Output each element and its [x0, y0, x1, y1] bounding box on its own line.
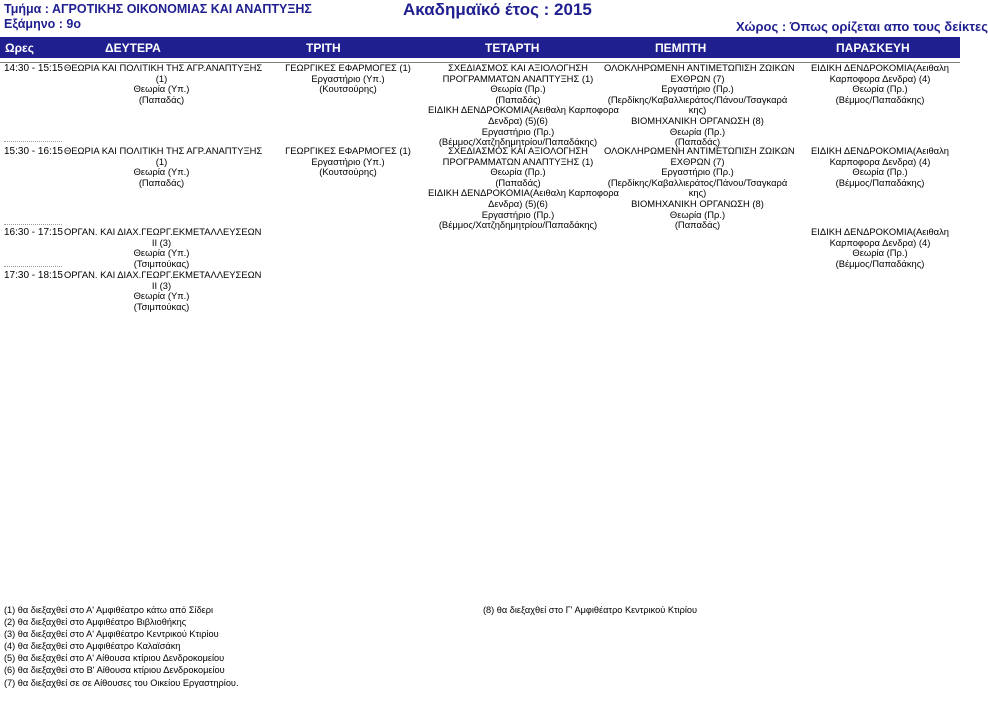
- department-title: Τμήμα : ΑΓΡΟΤΙΚΗΣ ΟΙΚΟΝΟΜΙΑΣ ΚΑΙ ΑΝΑΠΤΥΞΗΣ: [4, 2, 312, 16]
- course-line: (Βέμμος/Παπαδάκης): [835, 257, 925, 269]
- course-line: Θεωρία (Πρ.): [669, 125, 726, 137]
- course-line: ΟΛΟΚΛΗΡΩΜΕΝΗ ΑΝΤΙΜΕΤΩΠΙΣΗ ΖΩΙΚΩΝ: [604, 145, 795, 156]
- course-line: ΙΙ (3): [151, 236, 172, 248]
- footnote: (4) θα διεξαχθεί στο Αμφιθέατρο Καλαϊσάκη: [4, 641, 181, 652]
- course-line: Εργαστήριο (Υπ.): [311, 72, 385, 84]
- course-line: ΒΙΟΜΗΧΑΝΙΚΗ ΟΡΓΑΝΩΣΗ (8): [631, 114, 764, 126]
- course-line: ΙΙ (3): [151, 279, 172, 291]
- course-line: (Βέμμος/Χατζηδημητρίου/Παπαδάκης): [438, 136, 598, 148]
- course-line: ΘΕΩΡΙΑ ΚΑΙ ΠΟΛΙΤΙΚΗ ΤΗΣ ΑΓΡ.ΑΝΑΠΤΥΞΗΣ: [64, 62, 263, 73]
- course-line: κης): [688, 104, 707, 116]
- course-line: (1): [155, 72, 168, 84]
- footnote: (5) θα διεξαχθεί στο Α' Αίθουσα κτίριου Δενδροκομείου: [4, 653, 225, 664]
- course-line: ΟΛΟΚΛΗΡΩΜΕΝΗ ΑΝΤΙΜΕΤΩΠΙΣΗ ΖΩΙΚΩΝ: [604, 62, 795, 73]
- time-slot-label: 16:30 - 17:15: [4, 227, 63, 238]
- timetable-cell-wednesday: [428, 62, 619, 148]
- course-line: ΓΕΩΡΓΙΚΕΣ ΕΦΑΡΜΟΓΕΣ (1): [285, 145, 411, 156]
- semester-label: Εξάμηνο : 9ο: [4, 17, 82, 31]
- footnote: (1) θα διεξαχθεί στο Α' Αμφιθέατρο κάτω από Σίδερι: [4, 605, 214, 615]
- course-line: ΓΕΩΡΓΙΚΕΣ ΕΦΑΡΜΟΓΕΣ (1): [285, 62, 411, 73]
- course-line: ΕΧΘΡΩΝ (7): [670, 72, 725, 84]
- time-slot-label: 15:30 - 16:15: [4, 146, 63, 157]
- course-line: (Κουτσούρης): [319, 83, 377, 95]
- footnotes-left: [4, 604, 239, 689]
- day-header-bar: [0, 37, 960, 58]
- time-slot-label: 17:30 - 18:15: [4, 270, 63, 281]
- course-line: Εργαστήριο (Πρ.): [661, 83, 734, 95]
- course-line: (Κουτσούρης): [319, 166, 377, 178]
- course-line: (1): [155, 155, 168, 167]
- course-line: ΕΙΔΙΚΗ ΔΕΝΔΡΟΚΟΜΙΑ(Αειθαλη Καρποφορα: [428, 104, 619, 116]
- course-line: Θεωρία (Πρ.): [669, 208, 726, 220]
- course-line: ΣΧΕΔΙΑΣΜΟΣ ΚΑΙ ΑΞΙΟΛΟΓΗΣΗ: [448, 62, 588, 73]
- course-line: Θεωρία (Πρ.): [490, 83, 546, 95]
- column-header-hours: Ωρες: [5, 41, 34, 55]
- footnote: (7) θα διεξαχθεί σε σε Αίθουσες του Οικείου Εργαστηρίου.: [4, 677, 239, 688]
- column-header-friday: ΠΑΡΑΣΚΕΥΗ: [836, 41, 910, 55]
- course-line: ΘΕΩΡΙΑ ΚΑΙ ΠΟΛΙΤΙΚΗ ΤΗΣ ΑΓΡ.ΑΝΑΠΤΥΞΗΣ: [64, 145, 263, 156]
- course-line: (Παπαδάς): [674, 219, 721, 231]
- course-line: Εργαστήριο (Πρ.): [481, 125, 555, 137]
- course-line: (Τσιμπούκας): [133, 300, 190, 312]
- timetable-cell-thursday: [604, 145, 795, 231]
- course-line: Θεωρία (Υπ.): [133, 247, 190, 259]
- course-line: Θεωρία (Πρ.): [490, 166, 546, 178]
- course-line: ΠΡΟΓΡΑΜΜΑΤΩΝ ΑΝΑΠΤΥΞΗΣ (1): [442, 155, 594, 167]
- course-line: Θεωρία (Πρ.): [852, 166, 908, 178]
- course-line: Εργαστήριο (Πρ.): [661, 166, 734, 178]
- footnote: (6) θα διεξαχθεί στο Β' Αίθουσα κτίριου Δενδροκομείου: [4, 665, 225, 676]
- course-line: (Βέμμος/Χατζηδημητρίου/Παπαδάκης): [438, 219, 598, 231]
- course-line: Καρποφορα Δενδρα) (4): [829, 236, 931, 248]
- footnote: (8) θα διεξαχθεί στο Γ' Αμφιθέατρο Κεντρικού Κτιρίου: [483, 605, 698, 615]
- timetable-cell-wednesday: [428, 145, 619, 231]
- course-line: (Περδίκης/Καβαλλιεράτος/Πάνου/Τσαγκαρά: [607, 176, 788, 188]
- footnote: (3) θα διεξαχθεί στο Α' Αμφιθέατρο Κεντρικού Κτιρίου: [4, 629, 219, 640]
- time-slot-label: 14:30 - 15:15: [4, 63, 63, 74]
- course-line: (Περδίκης/Καβαλλιεράτος/Πάνου/Τσαγκαρά: [607, 93, 788, 105]
- timetable-cell-friday: [800, 146, 960, 188]
- course-line: (Παπαδάς): [138, 176, 185, 188]
- timetable-cell-thursday: [604, 62, 795, 148]
- timetable-cell-tuesday: [258, 63, 438, 95]
- course-line: (Παπαδάς): [495, 176, 541, 188]
- column-header-wednesday: ΤΕΤΑΡΤΗ: [485, 41, 540, 55]
- timetable-cell-monday: [64, 62, 263, 105]
- timetable-cell-monday: [64, 269, 262, 312]
- course-line: Καρποφορα Δενδρα) (4): [829, 155, 931, 167]
- row-separator: [4, 266, 62, 267]
- course-line: ΠΡΟΓΡΑΜΜΑΤΩΝ ΑΝΑΠΤΥΞΗΣ (1): [442, 72, 594, 84]
- row-separator: [4, 141, 62, 142]
- course-line: ΕΙΔΙΚΗ ΔΕΝΔΡΟΚΟΜΙΑ(Αειθαλη: [810, 226, 950, 237]
- course-line: Εργαστήριο (Υπ.): [311, 155, 385, 167]
- course-line: ΕΧΘΡΩΝ (7): [670, 155, 725, 167]
- course-line: Θεωρία (Υπ.): [133, 166, 190, 178]
- course-line: (Βέμμος/Παπαδάκης): [835, 176, 925, 188]
- footnote: (2) θα διεξαχθεί στο Αμφιθέατρο Βιβλιοθήκης: [4, 617, 187, 628]
- course-line: ΟΡΓΑΝ. ΚΑΙ ΔΙΑΧ.ΓΕΩΡΓ.ΕΚΜΕΤΑΛΛΕΥΣΕΩΝ: [64, 269, 262, 280]
- footnotes-right: [483, 604, 697, 616]
- timetable-cell-friday: [800, 227, 960, 269]
- course-line: ΒΙΟΜΗΧΑΝΙΚΗ ΟΡΓΑΝΩΣΗ (8): [631, 197, 764, 209]
- course-line: (Τσιμπούκας): [133, 257, 190, 269]
- course-line: ΕΙΔΙΚΗ ΔΕΝΔΡΟΚΟΜΙΑ(Αειθαλη: [810, 62, 950, 73]
- room-note: Χώρος : Όπως ορίζεται απο τους δείκτες: [736, 19, 988, 34]
- course-line: ΣΧΕΔΙΑΣΜΟΣ ΚΑΙ ΑΞΙΟΛΟΓΗΣΗ: [448, 145, 588, 156]
- course-line: (Παπαδάς): [495, 93, 541, 105]
- course-line: ΟΡΓΑΝ. ΚΑΙ ΔΙΑΧ.ΓΕΩΡΓ.ΕΚΜΕΤΑΛΛΕΥΣΕΩΝ: [64, 226, 262, 237]
- course-line: Δενδρα) (5)(6): [488, 114, 548, 126]
- course-line: Θεωρία (Υπ.): [133, 83, 190, 95]
- course-line: ΕΙΔΙΚΗ ΔΕΝΔΡΟΚΟΜΙΑ(Αειθαλη Καρποφορα: [428, 187, 619, 199]
- course-line: Θεωρία (Πρ.): [852, 247, 908, 259]
- timetable-cell-tuesday: [258, 146, 438, 178]
- course-line: Καρποφορα Δενδρα) (4): [829, 72, 931, 84]
- course-line: (Παπαδάς): [138, 93, 185, 105]
- course-line: Θεωρία (Πρ.): [852, 83, 908, 95]
- course-line: Θεωρία (Υπ.): [133, 290, 190, 302]
- course-line: ΕΙΔΙΚΗ ΔΕΝΔΡΟΚΟΜΙΑ(Αειθαλη: [810, 145, 950, 156]
- course-line: Εργαστήριο (Πρ.): [481, 208, 555, 220]
- academic-year-title: Ακαδημαϊκό έτος : 2015: [403, 0, 592, 19]
- timetable-cell-monday: [64, 145, 263, 188]
- course-line: Δενδρα) (5)(6): [488, 197, 548, 209]
- column-header-tuesday: ΤΡΙΤΗ: [306, 41, 341, 55]
- timetable-cell-friday: [800, 63, 960, 105]
- course-line: (Παπαδάς): [674, 136, 721, 148]
- course-line: κης): [688, 187, 707, 199]
- row-separator: [4, 224, 62, 225]
- column-header-thursday: ΠΕΜΠΤΗ: [655, 41, 707, 55]
- course-line: (Βέμμος/Παπαδάκης): [835, 93, 925, 105]
- column-header-monday: ΔΕΥΤΕΡΑ: [105, 41, 161, 55]
- timetable-cell-monday: [64, 226, 262, 269]
